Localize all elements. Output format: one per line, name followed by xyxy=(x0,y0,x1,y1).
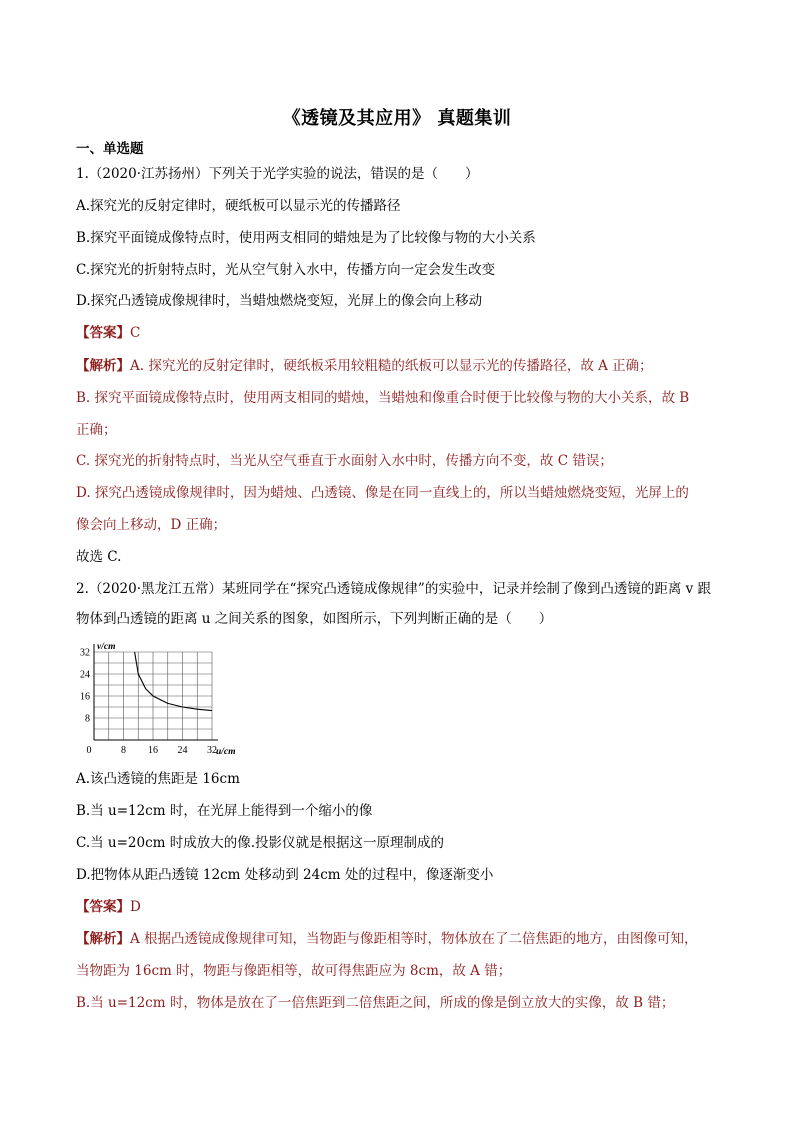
q2-option-a: A.该凸透镜的焦距是 16cm xyxy=(76,771,240,787)
q1-analysis-line: D. 探究凸透镜成像规律时，因为蜡烛、凸透镜、像是在同一直线上的，所以当蜡烛燃烧变短，光屏上的 xyxy=(76,485,689,501)
q2-analysis-text: A 根据凸透镜成像规律可知，当物距与像距相等时，物体放在了二倍焦距的地方，由图像可知， xyxy=(130,931,698,947)
q2-stem: 物体到凸透镜的距离 u 之间关系的图象，如图所示，下列判断正确的是（ ） xyxy=(76,611,553,627)
y-tick-label: 16 xyxy=(80,691,90,703)
q2-stem: 2.（2020·黑龙江五常）某班同学在“探究凸透镜成像规律”的实验中，记录并绘制了像到凸透镜的距离 v 跟 xyxy=(76,581,712,597)
q2-analysis-line: B.当 u=12cm 时，物体是放在了一倍焦距到二倍焦距之间，所成的像是倒立放大的实像，故 B 错； xyxy=(76,995,675,1011)
q1-option-d: D.探究凸透镜成像规律时，当蜡烛燃烧变短，光屏上的像会向上移动 xyxy=(76,293,483,309)
x-tick-label: 0 xyxy=(86,745,92,756)
uv-graph xyxy=(70,636,236,760)
y-axis-label: v/cm xyxy=(97,642,116,652)
page-title: 《透镜及其应用》 真题集训 xyxy=(282,108,512,129)
q1-stem: 1.（2020·江苏扬州）下列关于光学实验的说法，错误的是（ ） xyxy=(76,166,479,182)
q1-analysis-text: A. 探究光的反射定律时，硬纸板采用较粗糙的纸板可以显示光的传播路径，故 A 正确； xyxy=(130,358,653,374)
section-heading: 一、单选题 xyxy=(76,141,144,157)
q2-option-c: C.当 u=20cm 时成放大的像.投影仪就是根据这一原理制成的 xyxy=(76,835,445,851)
y-tick-label: 32 xyxy=(80,647,90,659)
q1-analysis-line: 像会向上移动，D 正确； xyxy=(76,517,227,533)
y-tick-label: 24 xyxy=(80,669,90,681)
q1-answer xyxy=(76,324,726,342)
q1-conclusion: 故选 C. xyxy=(76,549,122,565)
q1-analysis-tag: 【解析】 xyxy=(76,358,130,374)
q2-answer-tag: 【答案】 xyxy=(76,899,130,915)
y-tick-label: 8 xyxy=(85,713,90,725)
q2-answer-value: D xyxy=(130,899,141,915)
q2-analysis-tag: 【解析】 xyxy=(76,931,130,947)
q1-answer-tag: 【答案】 xyxy=(76,325,130,341)
q2-analysis-line xyxy=(76,930,726,948)
x-tick-label: 32 xyxy=(207,745,217,756)
q2-option-d: D.把物体从距凸透镜 12cm 处移动到 24cm 处的过程中，像逐渐变小 xyxy=(76,867,494,883)
x-axis-label: u/cm xyxy=(216,747,236,757)
x-tick-label: 24 xyxy=(177,745,188,756)
q1-option-b: B.探究平面镜成像特点时，使用两支相同的蜡烛是为了比较像与物的大小关系 xyxy=(76,230,536,246)
q1-answer-value: C xyxy=(130,325,141,341)
uv-curve xyxy=(135,652,212,711)
q1-option-c: C.探究光的折射特点时，光从空气射入水中，传播方向一定会发生改变 xyxy=(76,262,496,278)
q2-answer xyxy=(76,898,726,916)
q1-analysis-line xyxy=(76,357,726,375)
x-tick-label: 16 xyxy=(148,745,158,756)
q1-option-a: A.探究光的反射定律时，硬纸板可以显示光的传播路径 xyxy=(76,198,401,214)
q1-analysis-line: 正确； xyxy=(76,422,117,438)
q1-analysis-line: C. 探究光的折射特点时，当光从空气垂直于水面射入水中时，传播方向不变，故 C 错误； xyxy=(76,453,613,469)
q1-analysis-line: B. 探究平面镜成像特点时，使用两支相同的蜡烛，当蜡烛和像重合时便于比较像与物的大小关系，故 B xyxy=(76,390,690,406)
q2-option-b: B.当 u=12cm 时，在光屏上能得到一个缩小的像 xyxy=(76,803,373,819)
q2-analysis-line: 当物距为 16cm 时，物距与像距相等，故可得焦距应为 8cm，故 A 错； xyxy=(76,963,512,979)
x-tick-label: 8 xyxy=(121,745,126,756)
